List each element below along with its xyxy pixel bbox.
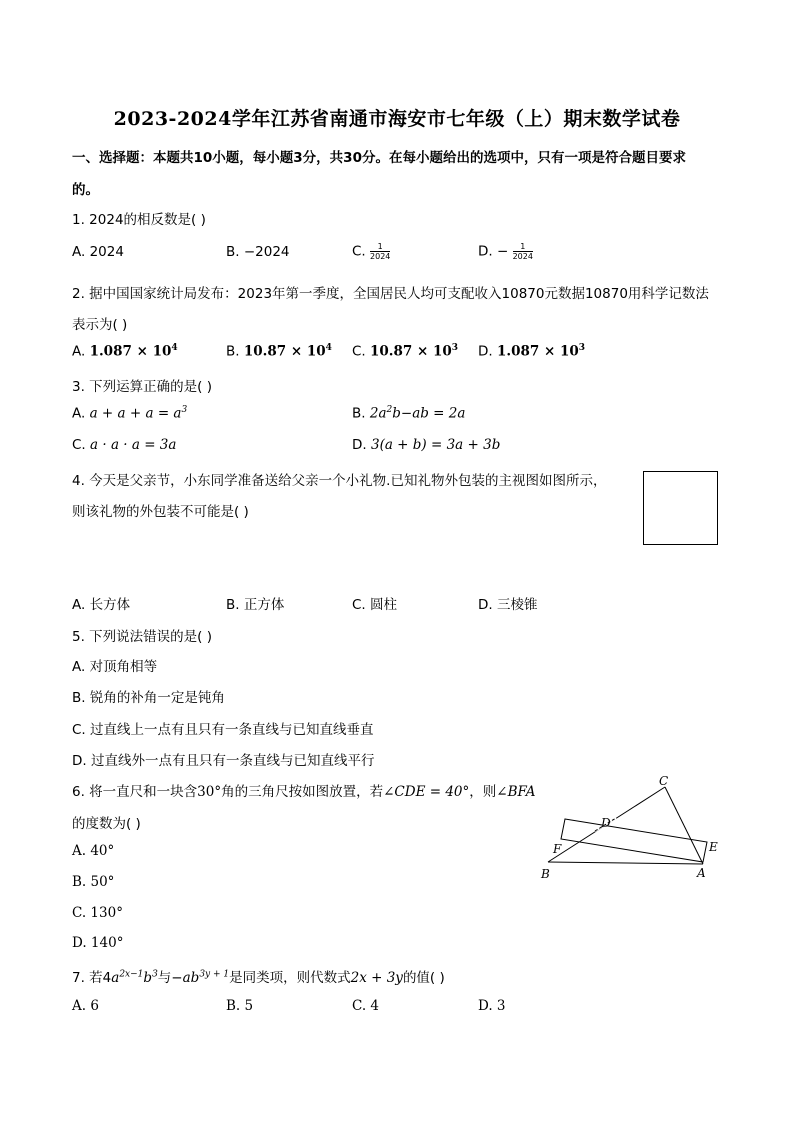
q4-option-b: B. 正方体 — [226, 597, 285, 613]
q2-option-c: C. $10.87 \times 10^3$ — [352, 343, 459, 360]
q3-option-b: B. $2a^2b-ab = 2a$ — [352, 405, 466, 422]
q4-option-a: A. 长方体 — [72, 597, 131, 613]
q2-stem-line2: 表示为( ) — [72, 317, 128, 333]
q7-option-d: D. 3 — [478, 998, 506, 1014]
q7-option-c: C. 4 — [352, 998, 380, 1014]
segment-ca — [665, 787, 703, 864]
q2-option-a: A. $1.087 \times 10^4$ — [72, 343, 178, 360]
segment-ba — [548, 862, 703, 864]
section-header-line2: 的。 — [72, 182, 99, 198]
q2-option-b: B. $10.87 \times 10^4$ — [226, 343, 332, 360]
q3-option-d: D. 3(a + b) = 3a + 3b — [352, 437, 501, 453]
label-e: E — [709, 840, 718, 854]
q3-option-a: A. $a + a + a = a^3$ — [72, 405, 188, 422]
label-a: A — [697, 866, 706, 880]
q6-stem-line2: 的度数为( ) — [72, 816, 141, 832]
q5-stem: 5. 下列说法错误的是( ) — [72, 629, 212, 645]
label-c: C — [659, 775, 669, 788]
q7-option-b: B. 5 — [226, 998, 254, 1014]
q6-triangle-ruler-figure — [535, 775, 725, 885]
label-d: D — [601, 816, 611, 830]
q6-option-a: A. 40° — [72, 843, 115, 859]
q2-stem-line1: 2. 据中国国家统计局发布：2023年第一季度，全国居民人均可支配收入10870元数据10870用科学记数法 — [72, 286, 709, 302]
ruler-rect — [561, 819, 707, 862]
q4-stem-line2: 则该礼物的外包装不可能是( ) — [72, 504, 249, 520]
q1-option-a: A. 2024 — [72, 244, 124, 260]
q1-option-b: B. −2024 — [226, 244, 290, 260]
q6-stem-line1: 6. 将一直尺和一块含30°角的三角尺按如图放置，若∠CDE = 40°，则∠BFA — [72, 784, 536, 800]
q6-option-b: B. 50° — [72, 874, 115, 890]
q4-option-d: D. 三棱锥 — [478, 597, 538, 613]
q6-option-c: C. 130° — [72, 905, 123, 921]
q7-option-a: A. 6 — [72, 998, 99, 1014]
label-f: F — [553, 842, 562, 856]
q4-stem-line1: 4. 今天是父亲节，小东同学准备送给父亲一个小礼物.已知礼物外包装的主视图如图所示， — [72, 473, 607, 489]
q5-option-b: B. 锐角的补角一定是钝角 — [72, 690, 225, 706]
q1-c-fraction: $\frac{1}{2024}$ — [370, 242, 391, 261]
q5-option-c: C. 过直线上一点有且只有一条直线与已知直线垂直 — [72, 722, 374, 738]
q3-option-c: C. a · a · a = 3a — [72, 437, 177, 453]
q5-option-d: D. 过直线外一点有且只有一条直线与已知直线平行 — [72, 753, 375, 769]
q1-d-fraction: $\frac{1}{2024}$ — [512, 242, 533, 261]
q6-option-d: D. 140° — [72, 935, 124, 951]
q2-option-d: D. $1.087 \times 10^3$ — [478, 343, 586, 360]
q1-option-d: D. − $\frac{1}{2024}$ — [478, 242, 533, 261]
section-header-line1: 一、选择题：本题共10小题，每小题3分，共30分。在每小题给出的选项中，只有一项是符合题目要求 — [72, 150, 686, 166]
label-b: B — [541, 867, 550, 881]
q4-square-figure — [643, 471, 718, 545]
q7-stem: 7. 若$4a^{2x-1}b^3$与$-ab^{3y + 1}$是同类项，则代数式2x + 3y的值( ) — [72, 969, 445, 986]
q5-option-a: A. 对顶角相等 — [72, 659, 158, 675]
q1-option-c: C. $\frac{1}{2024}$ — [352, 242, 391, 261]
q4-option-c: C. 圆柱 — [352, 597, 398, 613]
q1-stem: 1. 2024的相反数是( ) — [72, 212, 206, 228]
page-title: 2023-2024学年江苏省南通市海安市七年级（上）期末数学试卷 — [113, 108, 681, 130]
q3-stem: 3. 下列运算正确的是( ) — [72, 379, 212, 395]
